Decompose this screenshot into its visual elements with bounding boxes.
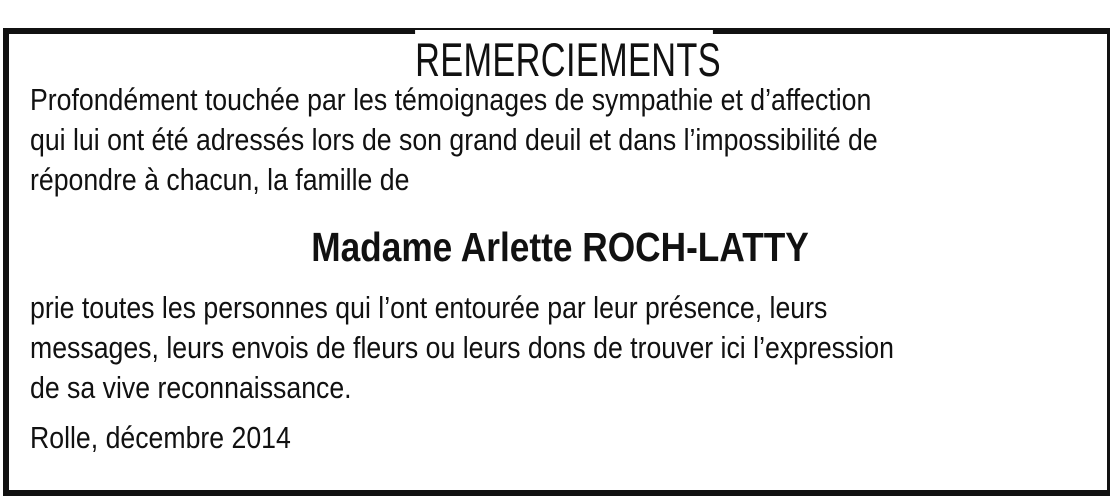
message-line: de sa vive reconnaissance. — [30, 370, 352, 405]
place-date: Rolle, décembre 2014 — [30, 420, 291, 455]
notice-body — [30, 80, 1090, 458]
intro-line: qui lui ont été adressés lors de son grand deuil et dans l’impossibilité de — [30, 122, 878, 157]
notice-title: REMERCIEMENTS — [415, 30, 713, 90]
intro-line: répondre à chacun, la famille de — [30, 162, 410, 197]
intro-line: Profondément touchée par les témoignages de sympathie et d’affection — [30, 82, 872, 117]
message-line: messages, leurs envois de fleurs ou leurs dons de trouver ici l’expression — [30, 330, 894, 365]
message-line: prie toutes les personnes qui l’ont entourée par leur présence, leurs — [30, 290, 828, 325]
deceased-name: Madame Arlette ROCH-LATTY — [311, 224, 809, 270]
